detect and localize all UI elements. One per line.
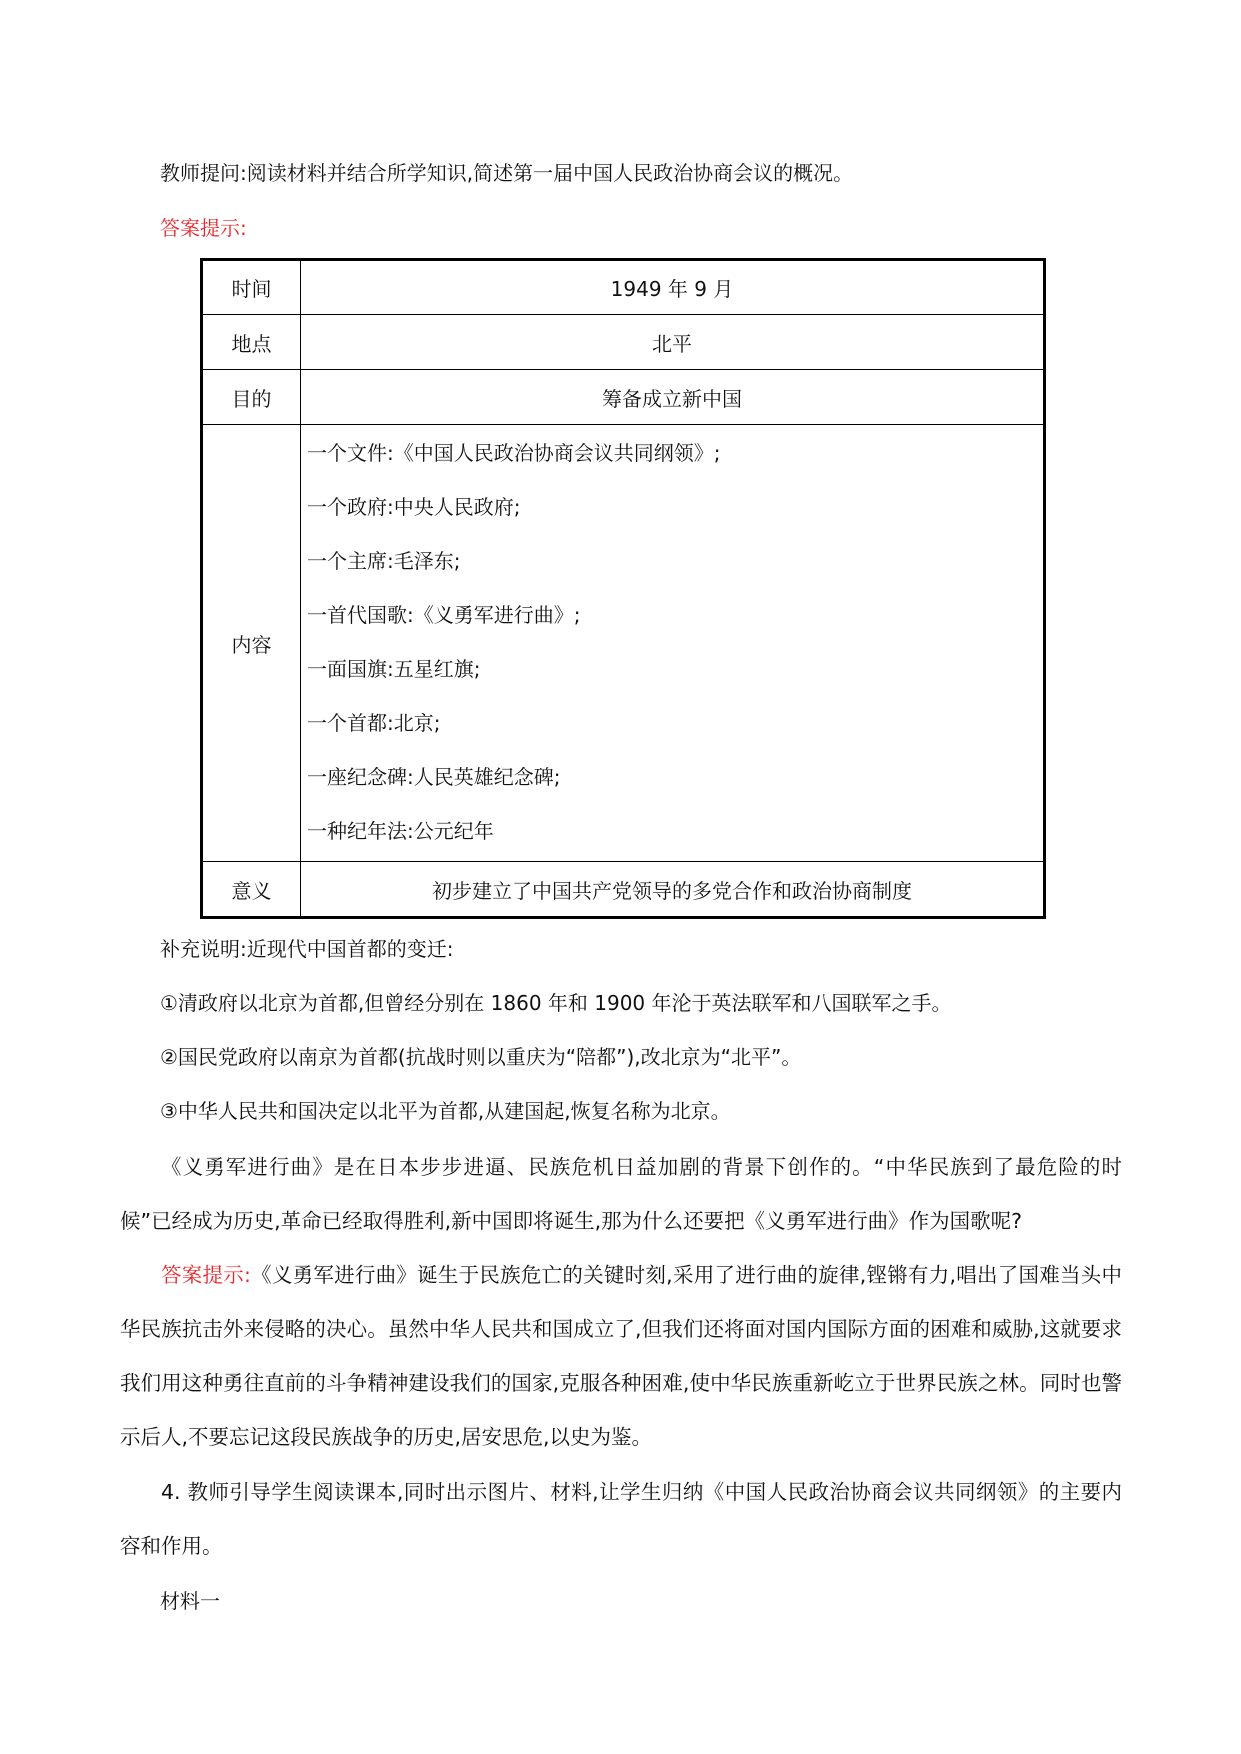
anthem-question bbox=[120, 1140, 1122, 1248]
table-row-place bbox=[202, 315, 1045, 370]
content-item: 一种纪年法:公元纪年 bbox=[307, 819, 494, 843]
anthem-question-text: 《义勇军进行曲》是在日本步步进逼、民族危机日益加剧的背景下创作的。“中华民族到了最危险的时候”已经成为历史,革命已经取得胜利,新中国即将诞生,那为什么还要把《义勇军进行曲》作为国歌呢? bbox=[120, 1155, 1122, 1233]
summary-table bbox=[200, 258, 1046, 919]
anthem-answer-text: 《义勇军进行曲》诞生于民族危亡的关键时刻,采用了进行曲的旋律,铿锵有力,唱出了国难当头中华民族抗击外来侵略的决心。虽然中华人民共和国成立了,但我们还将面对国内国际方面的困难和威胁,这就要求我们用这种勇往直前的斗争精神建设我们的国家,克服各种困难,使中华民族重新屹立于世界民族之林。同时也警示后人,不要忘记这段民族战争的历史,居安思危,以史为鉴。 bbox=[120, 1263, 1122, 1449]
anthem-answer bbox=[120, 1248, 1122, 1464]
material-label: 材料一 bbox=[160, 1589, 220, 1613]
content-item: 一座纪念碑:人民英雄纪念碑; bbox=[307, 765, 561, 789]
supplement-item: ②国民党政府以南京为首都(抗战时则以重庆为“陪都”),改北京为“北平”。 bbox=[160, 1045, 802, 1069]
significance-label: 意义 bbox=[202, 862, 301, 918]
significance-value: 初步建立了中国共产党领导的多党合作和政治协商制度 bbox=[301, 862, 1045, 918]
content-item: 一个首都:北京; bbox=[307, 711, 441, 735]
content-item: 一个主席:毛泽东; bbox=[307, 549, 461, 573]
place-label: 地点 bbox=[202, 315, 301, 370]
table-row-contents bbox=[202, 425, 1045, 862]
supplement-item: ③中华人民共和国决定以北平为首都,从建国起,恢复名称为北京。 bbox=[160, 1099, 731, 1123]
step4-text: 4. 教师引导学生阅读课本,同时出示图片、材料,让学生归纳《中国人民政治协商会议共同纲领》的主要内容和作用。 bbox=[120, 1480, 1122, 1558]
time-label: 时间 bbox=[202, 260, 301, 315]
content-item: 一面国旗:五星红旗; bbox=[307, 657, 481, 681]
time-value: 1949 年 9 月 bbox=[301, 260, 1045, 315]
table-row-purpose bbox=[202, 370, 1045, 425]
teacher-question: 教师提问:阅读材料并结合所学知识,简述第一届中国人民政治协商会议的概况。 bbox=[160, 161, 854, 185]
contents-list bbox=[301, 425, 1045, 862]
purpose-label: 目的 bbox=[202, 370, 301, 425]
table-row-significance bbox=[202, 862, 1045, 918]
supplement-title: 补充说明:近现代中国首都的变迁: bbox=[160, 937, 454, 961]
supplement-item: ①清政府以北京为首都,但曾经分别在 1860 年和 1900 年沦于英法联军和八国联军之手。 bbox=[160, 991, 952, 1015]
purpose-value: 筹备成立新中国 bbox=[301, 370, 1045, 425]
content-item: 一个文件:《中国人民政治协商会议共同纲领》; bbox=[307, 441, 721, 465]
place-value: 北平 bbox=[301, 315, 1045, 370]
anthem-answer-label: 答案提示: bbox=[161, 1263, 251, 1287]
content-item: 一个政府:中央人民政府; bbox=[307, 495, 521, 519]
table-row-time bbox=[202, 260, 1045, 315]
content-item: 一首代国歌:《义勇军进行曲》; bbox=[307, 603, 581, 627]
contents-label: 内容 bbox=[202, 425, 301, 862]
answer-hint-label: 答案提示: bbox=[160, 216, 247, 240]
step4-paragraph bbox=[120, 1465, 1122, 1573]
